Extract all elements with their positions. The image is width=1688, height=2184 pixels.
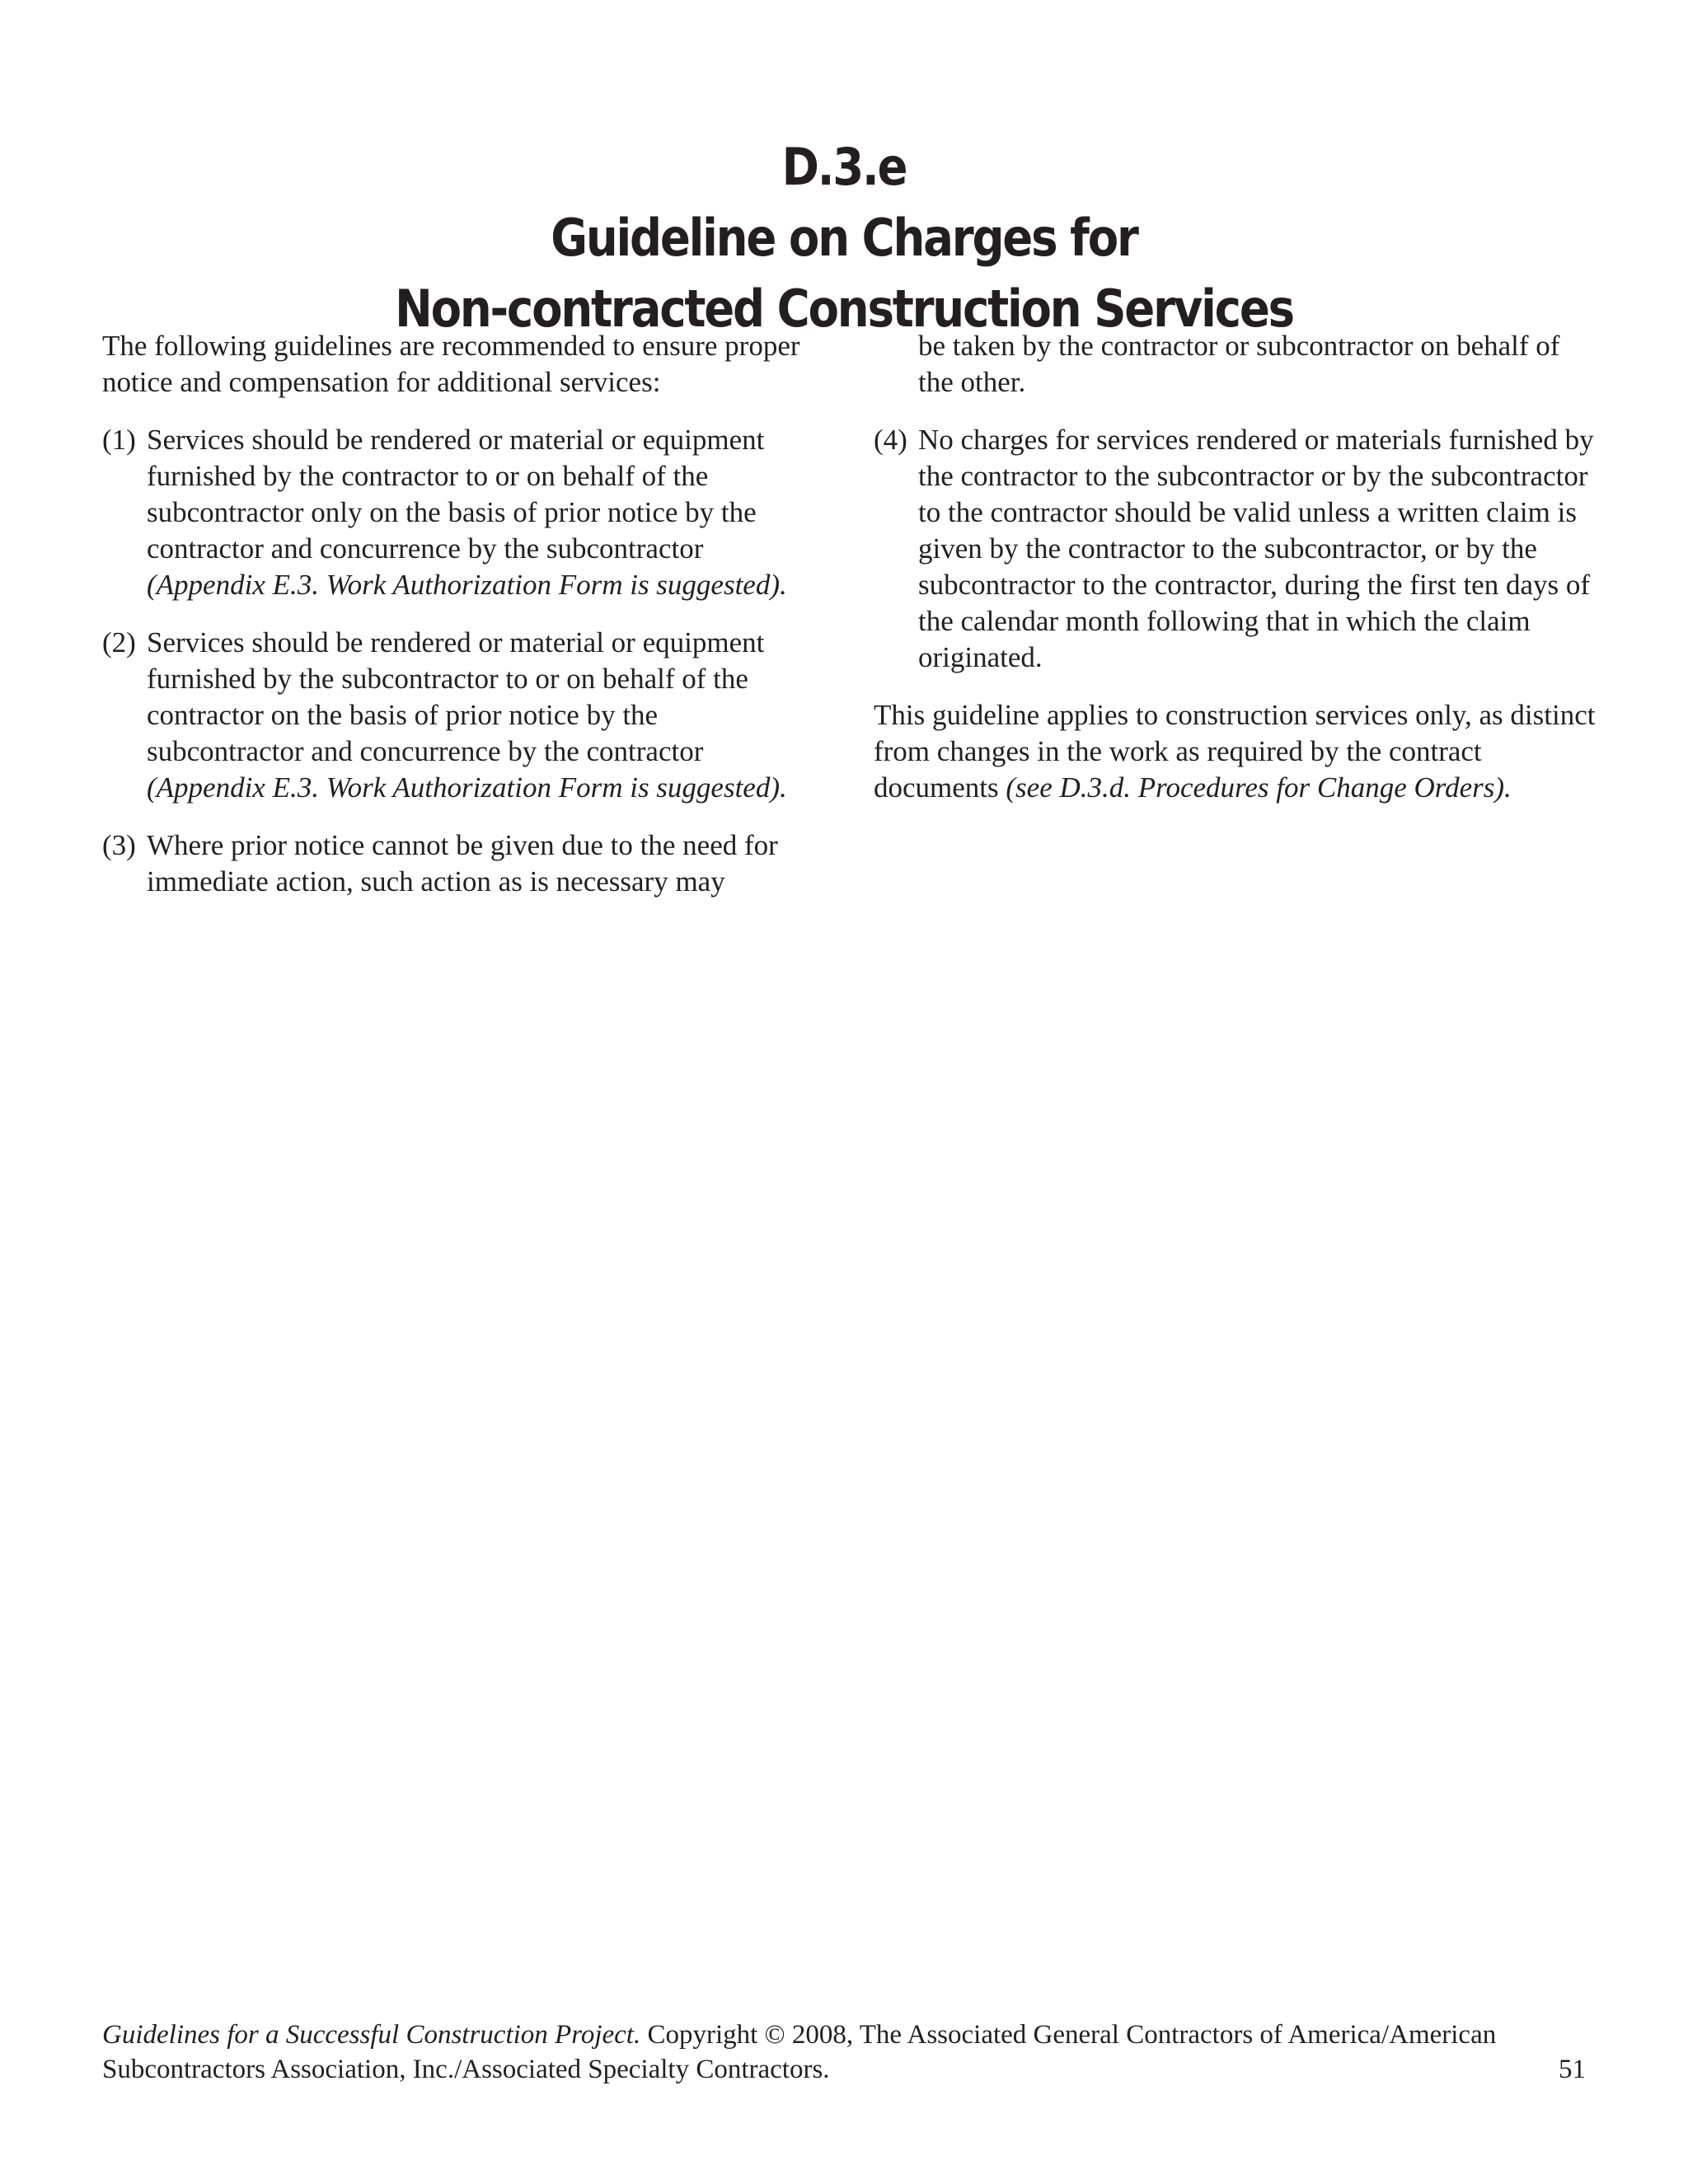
right-column — [874, 328, 1599, 827]
closing-text: This guideline applies to construction services only, as distinct from changes in the work as required by the contract documents — [874, 699, 1596, 804]
footer-copyright — [102, 2018, 1586, 2087]
list-item — [874, 422, 1599, 676]
item-text: Services should be rendered or material or equipment furnished by the contractor to or on behalf of the subcontractor only on the basis of prior notice by the contractor and concurrence by the subcontractor — [147, 424, 765, 565]
closing-reference: (see D.3.d. Procedures for Change Orders). — [1006, 771, 1512, 804]
list-item — [102, 827, 811, 900]
item-reference: (Appendix E.3. Work Authorization Form is suggested). — [147, 569, 787, 601]
item-number: (1) — [102, 424, 136, 456]
section-code: D.3.e — [781, 136, 907, 197]
page-title — [101, 132, 1587, 344]
item-number: (3) — [102, 829, 136, 861]
title-line: Guideline on Charges for — [551, 207, 1137, 268]
item-continuation: be taken by the contractor or subcontractor on behalf of the other. — [918, 330, 1560, 398]
item-text: Where prior notice cannot be given due to the need for immediate action, such action as is necessary may — [147, 829, 778, 898]
item-reference: (Appendix E.3. Work Authorization Form is suggested). — [147, 771, 787, 804]
item-number: (2) — [102, 626, 136, 658]
footer-copyright-text: Copyright © 2008, The Associated General Contractors of America/American Subcontractors Association, Inc./Associated Specialty Contractors. — [102, 2020, 1497, 2084]
item-text: Services should be rendered or material or equipment furnished by the subcontractor to or on behalf of the contractor on the basis of prior notice by the subcontractor and concurrence by the contractor — [147, 626, 765, 767]
item-text: No charges for services rendered or materials furnished by the contractor to the subcontractor or by the subcontractor to the contractor should be valid unless a written claim is given by the contractor to the subcontractor, or by the subcontractor to the contractor, during the first ten days of the calendar month following that in which the claim originated. — [918, 424, 1594, 673]
list-item — [102, 625, 811, 806]
footer-book-title: Guidelines for a Successful Construction Project. — [102, 2020, 641, 2050]
title-line: Non-contracted Construction Services — [395, 278, 1293, 339]
left-column — [102, 328, 811, 921]
closing-paragraph — [874, 697, 1599, 806]
list-item — [102, 422, 811, 603]
page-number: 51 — [1559, 2055, 1586, 2084]
intro-paragraph: The following guidelines are recommended to ensure proper notice and compensation for additional services: — [102, 330, 800, 398]
item-number: (4) — [874, 424, 907, 456]
